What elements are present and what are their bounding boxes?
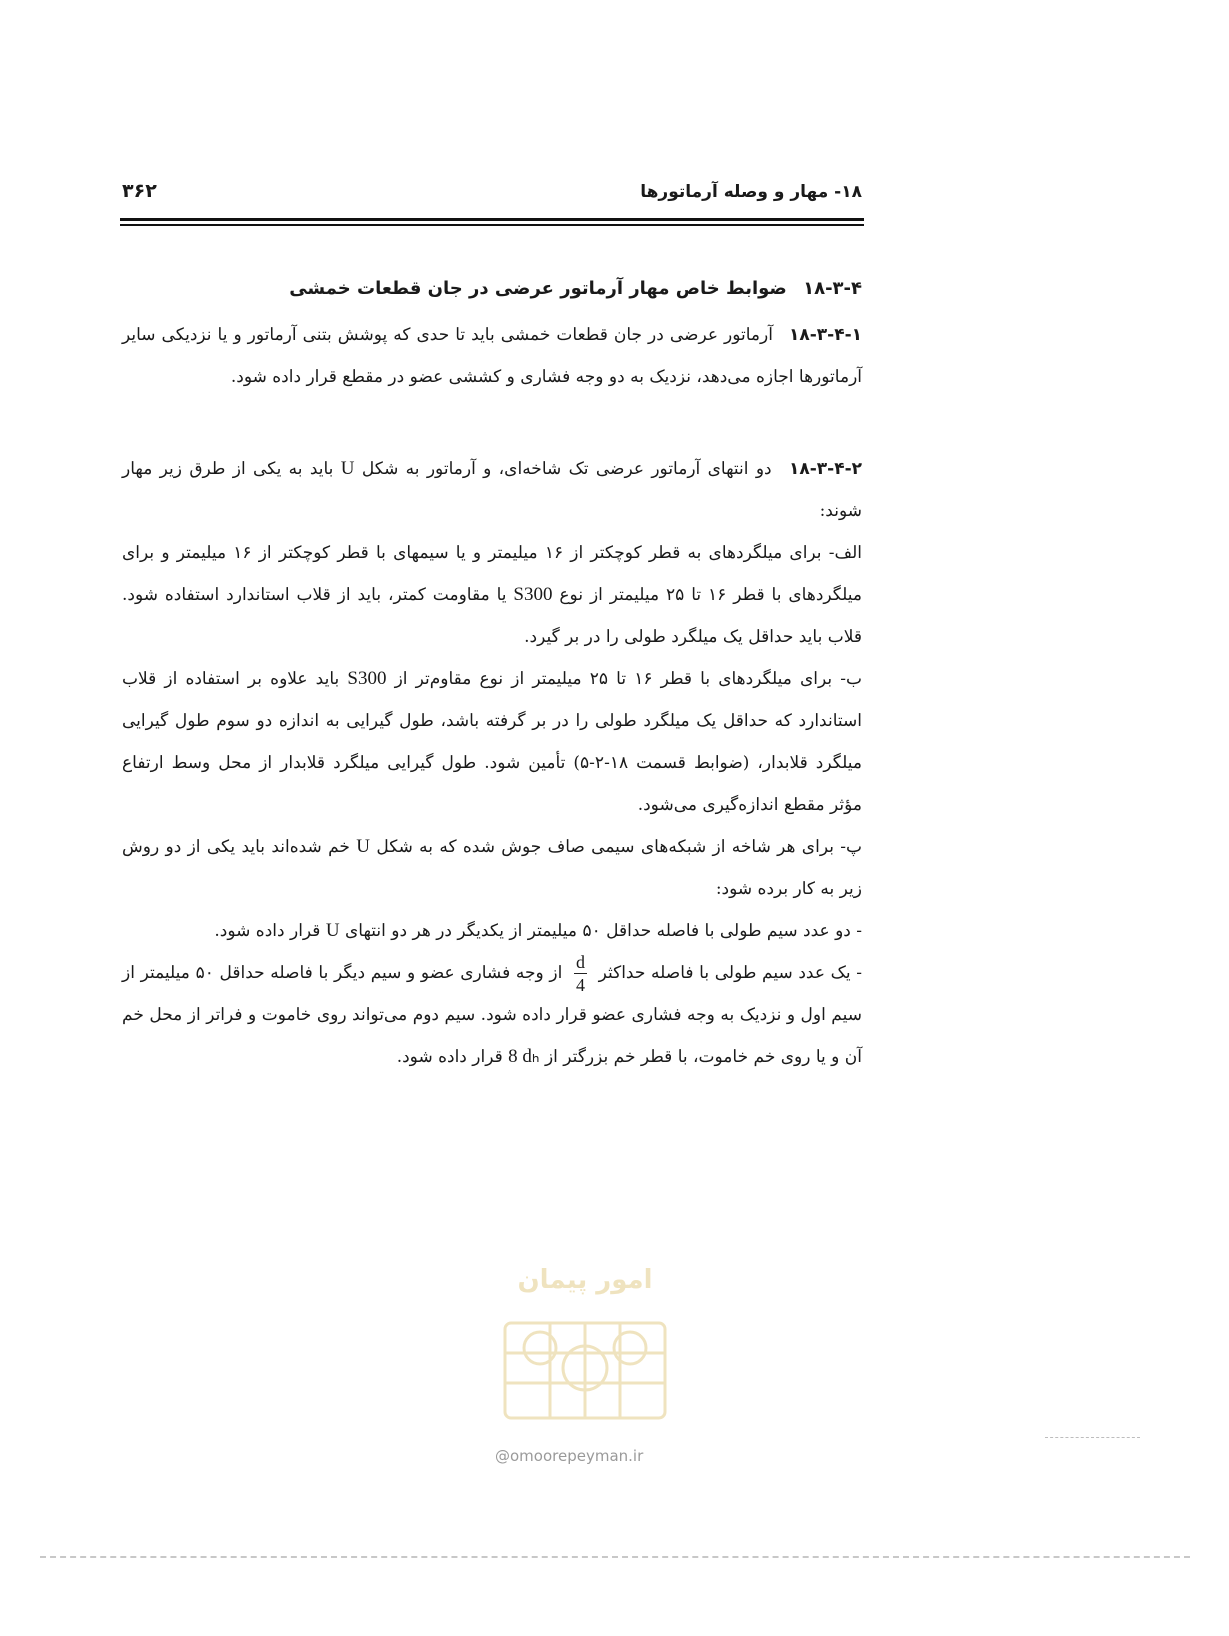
item-be-text-b: باید علاوه بر استفاده از قلاب استاندارد که حداقل یک میلگرد طولی را در بر گرفته باشد، طول گیرایی به اندازه دو سوم طول گیرایی میلگرد قلابدار، (ضوابط قسمت ۱۸-۲-۵) تأمین شود. طول گیرایی میلگرد قلابدار از محل وسط ارتفاع مؤثر مقطع اندازه‌گیری می‌شود. bbox=[122, 669, 862, 815]
item-alef-text-a: الف- برای میلگردهای به قطر کوچکتر از ۱۶ میلیمتر و یا سیمهای با قطر کوچکتر از ۱۶ میلیمتر و برای میلگردهای با قطر ۱۶ تا ۲۵ میلیمتر از نوع bbox=[122, 543, 863, 605]
item-alef bbox=[122, 532, 862, 658]
item-pe-text-a: پ- برای هر شاخه از شبکه‌های سیمی صاف جوش شده که به شکل bbox=[376, 837, 863, 857]
scan-artifact-line bbox=[40, 1556, 1190, 1558]
paragraph-gap bbox=[122, 398, 862, 448]
paragraph-1-number: ۱۸-۳-۴-۱ bbox=[788, 325, 862, 345]
page-header bbox=[122, 182, 862, 212]
section-heading bbox=[122, 268, 862, 310]
page-number: ۳۶۲ bbox=[122, 180, 157, 202]
bend-diameter-value: 8 dₕ bbox=[508, 1046, 540, 1067]
watermark-logo-text: امور پیمان bbox=[517, 1265, 653, 1295]
u-symbol: U bbox=[340, 458, 355, 479]
item-be-text-a: ب- برای میلگردهای با قطر ۱۶ تا ۲۵ میلیمتر از نوع مقاوم‌تر از bbox=[394, 669, 862, 689]
dash-item-2-text-c: قرار داده شود. bbox=[396, 1047, 503, 1067]
dash-item-1-text-b: قرار داده شود. bbox=[214, 921, 321, 941]
item-pe bbox=[122, 826, 862, 910]
body-text bbox=[122, 268, 862, 1078]
scan-artifact-mark bbox=[1045, 1437, 1140, 1438]
fraction-d-over-4 bbox=[574, 953, 587, 994]
paragraph-2-text-a: دو انتهای آرماتور عرضی تک شاخه‌ای، و آرماتور به شکل bbox=[361, 459, 772, 479]
dash-item-2-text-a: - یک عدد سیم طولی با فاصله حداکثر bbox=[598, 963, 862, 983]
chapter-title: ۱۸- مهار و وصله آرماتورها bbox=[640, 182, 862, 202]
fraction-numerator: d bbox=[575, 952, 585, 972]
section-number: ۱۸-۳-۴ bbox=[803, 278, 862, 299]
dash-item-2-text-b: از وجه فشاری عضو و سیم دیگر با فاصله حداقل ۵۰ میلیمتر از سیم اول و نزدیک به وجه فشاری عضو قرار داده شود. سیم دوم می‌تواند روی خاموت و فراتر از محل خم آن و یا روی خم خاموت، با قطر خم بزرگتر از bbox=[122, 963, 862, 1067]
u-symbol: U bbox=[325, 920, 340, 941]
item-be bbox=[122, 658, 862, 826]
steel-grade-label: S300 bbox=[347, 668, 387, 689]
item-pe-text-b: خم شده‌اند باید یکی از دو روش زیر به کار برده شود: bbox=[122, 837, 862, 899]
watermark-logo bbox=[480, 1228, 690, 1428]
paragraph-1 bbox=[122, 314, 862, 398]
section-title: ضوابط خاص مهار آرماتور عرضی در جان قطعات خمشی bbox=[289, 278, 787, 299]
header-rule-thin bbox=[120, 224, 864, 226]
paragraph-1-text: آرماتور عرضی در جان قطعات خمشی باید تا حدی که پوشش بتنی آرماتور و یا نزدیکی سایر آرماتورها اجازه می‌دهد، نزدیک به دو وجه فشاری و کششی عضو در مقطع قرار داده شود. bbox=[122, 325, 862, 387]
dash-item-1-text-a: - دو عدد سیم طولی با فاصله حداقل ۵۰ میلیمتر از یکدیگر در هر دو انتهای bbox=[344, 921, 862, 941]
paragraph-2-number: ۱۸-۳-۴-۲ bbox=[788, 459, 863, 479]
steel-grade-label: S300 bbox=[513, 584, 553, 605]
dash-item-1 bbox=[122, 910, 862, 952]
paragraph-2 bbox=[122, 448, 862, 532]
paragraph-2-text-b: باید به یکی از طرق زیر مهار شوند: bbox=[122, 459, 862, 521]
u-symbol: U bbox=[356, 836, 371, 857]
watermark-url: @omoorepeyman.ir bbox=[495, 1447, 644, 1465]
item-alef-text-b: یا مقاومت کمتر، باید از قلاب استاندارد استفاده شود. قلاب باید حداقل یک میلگرد طولی را در بر گیرد. bbox=[122, 585, 862, 647]
header-rule-thick bbox=[120, 218, 864, 221]
fraction-denominator: 4 bbox=[575, 975, 585, 995]
dash-item-2 bbox=[122, 952, 862, 1078]
